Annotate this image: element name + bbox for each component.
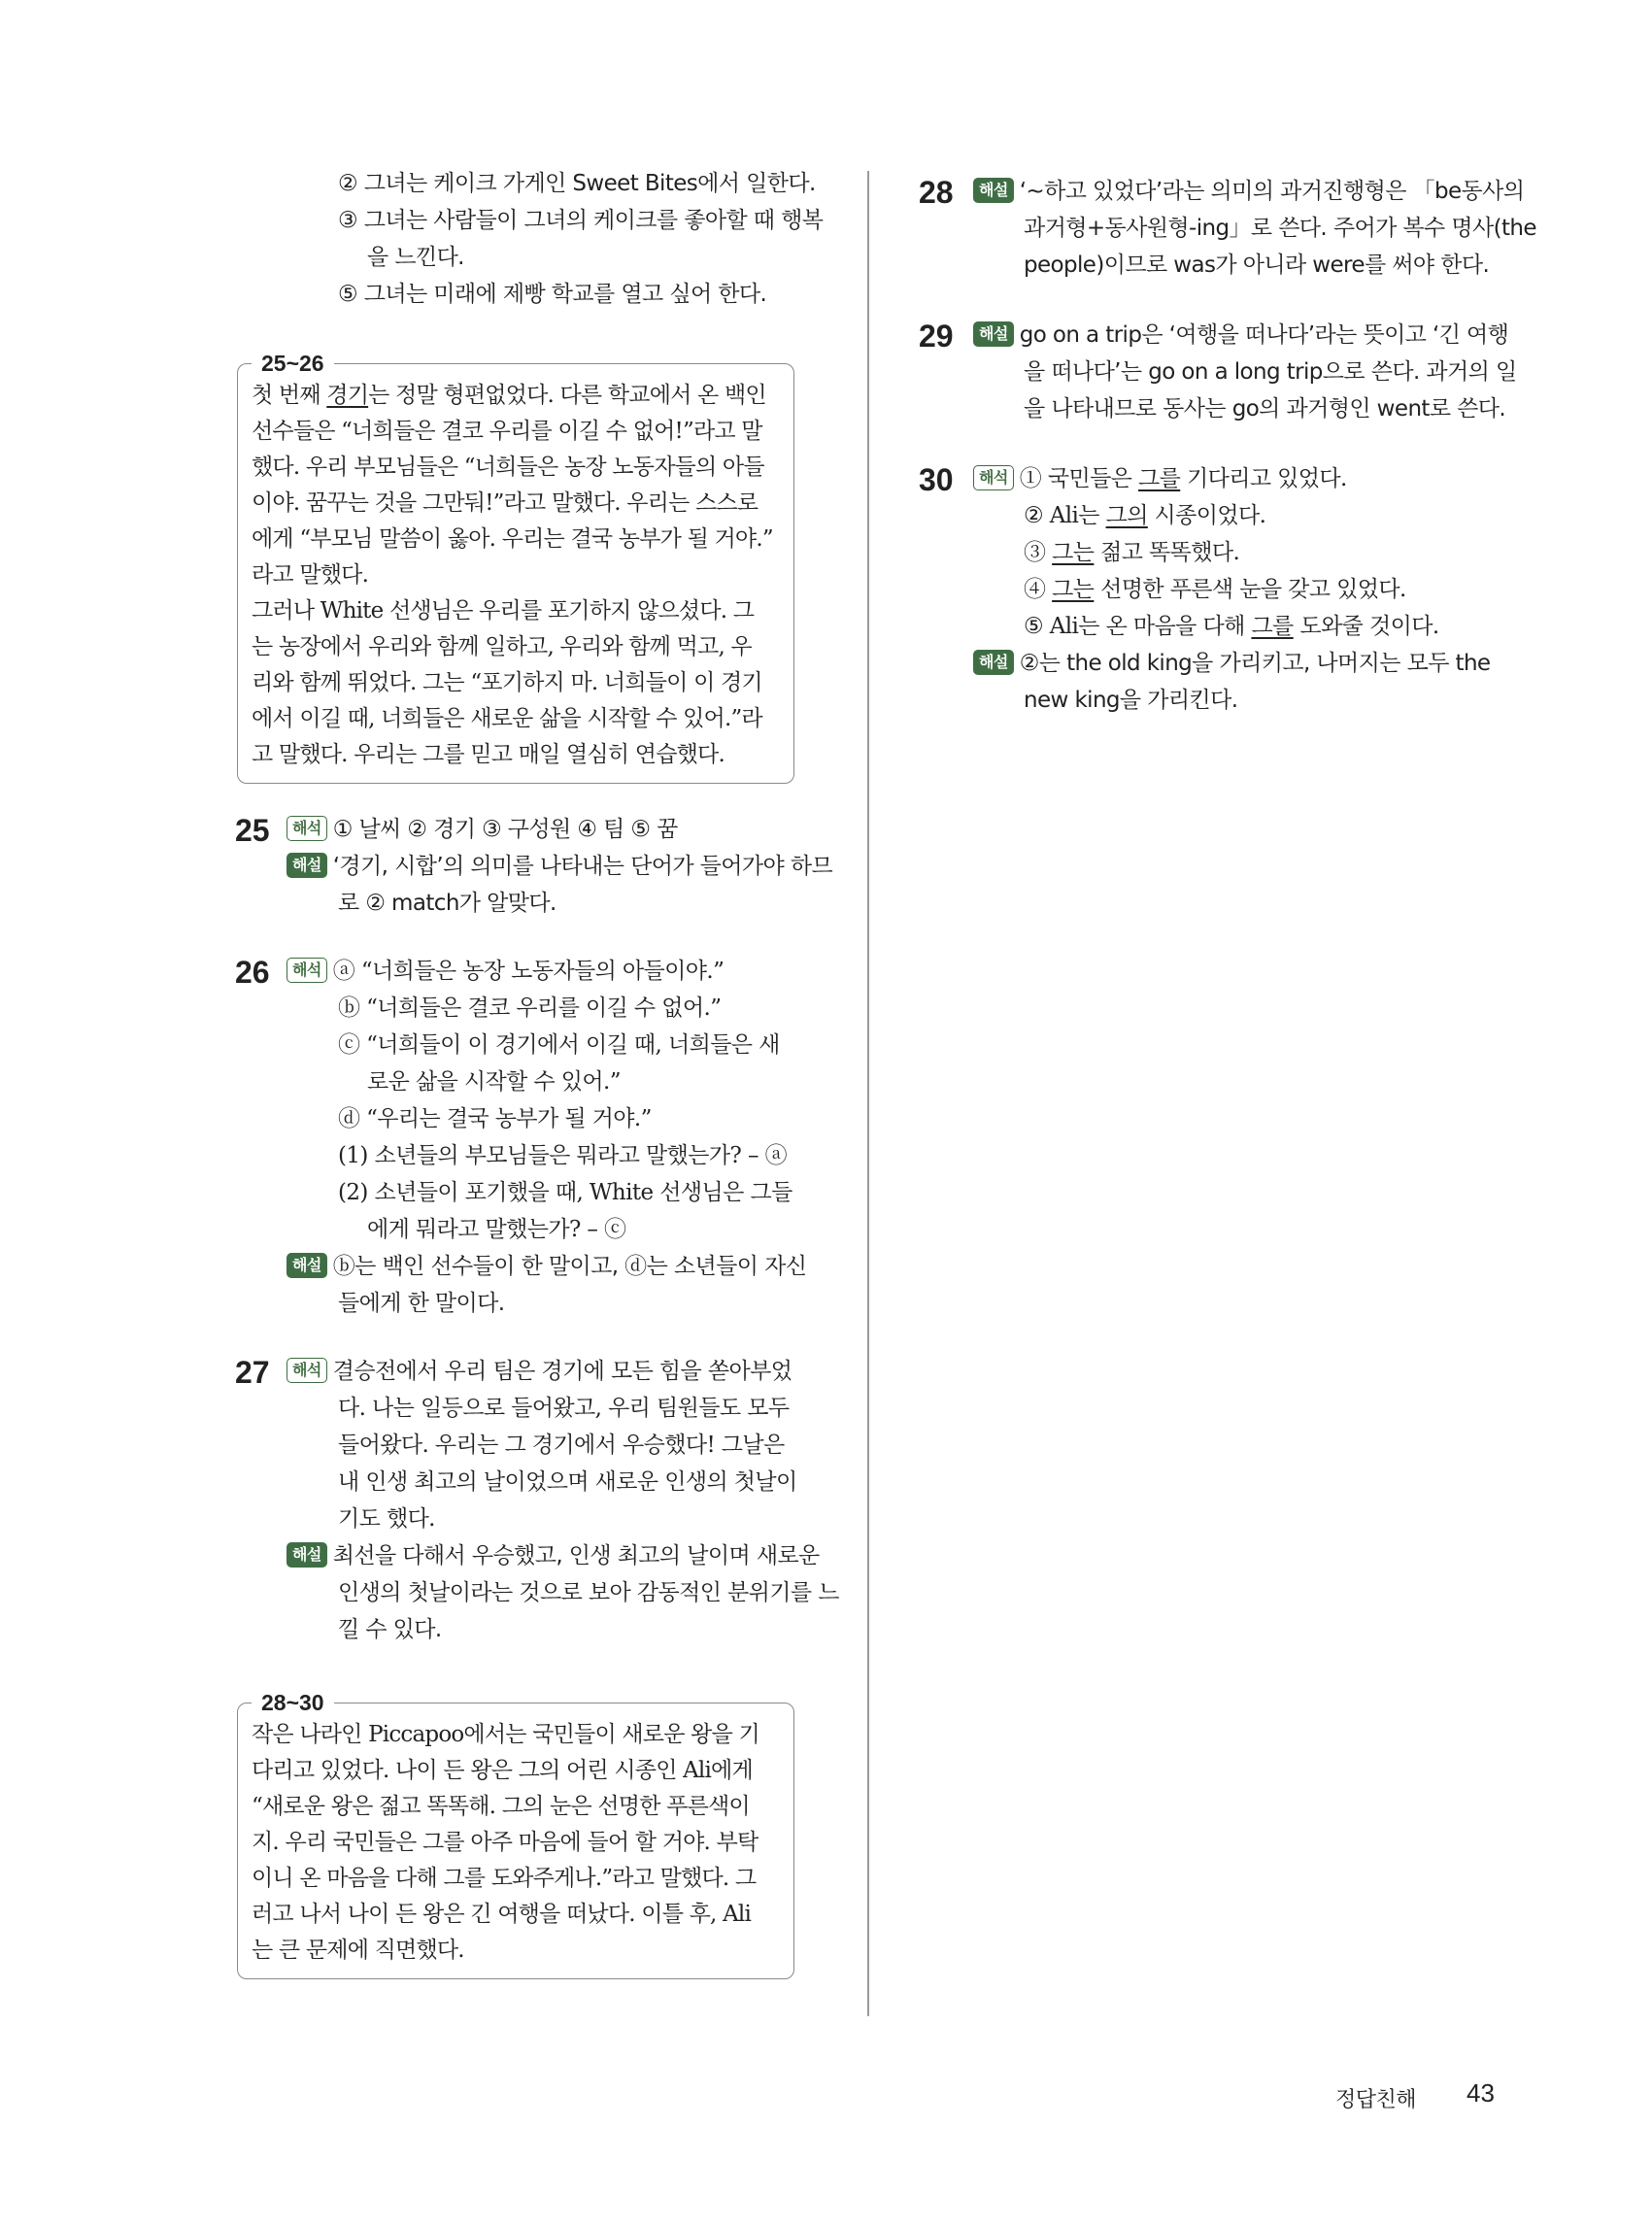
translation-badge: 해석: [287, 816, 327, 841]
text-line: [921, 645, 1503, 682]
underlined-word: 그는: [1052, 540, 1095, 565]
text-span: 최선을 다해서 우승했고, 인생 최고의 날이며 새로운: [332, 1543, 820, 1568]
question-number: 26: [235, 955, 270, 990]
text-line: [233, 953, 816, 990]
text-line: 과거형+동사원형-ing」로 쓴다. 주어가 복수 명사(the: [1024, 216, 1536, 241]
translation-badge: 해석: [973, 465, 1014, 490]
text-span: 첫 번째: [252, 383, 327, 408]
explanation-badge: 해설: [973, 178, 1014, 203]
underlined-word: 그를: [1138, 466, 1181, 491]
page-number: 43: [1467, 2078, 1495, 2108]
text-line: 에서 이길 때, 너희들은 새로운 삶을 시작할 수 있어.”라: [252, 706, 762, 731]
underlined-word: 그를: [1251, 614, 1294, 639]
question-number: 29: [919, 319, 954, 354]
text-span: ‘경기, 시합’의 의미를 나타내는 단어가 들어가야 하므: [332, 854, 833, 879]
text-line: [233, 1353, 816, 1390]
text-span: ② Ali는: [1024, 503, 1106, 528]
text-line: 그러나 White 선생님은 우리를 포기하지 않으셨다. 그: [252, 598, 755, 624]
text-span: 는 정말 형편없었다. 다른 학교에서 온 백인: [368, 383, 766, 408]
text-span: ⓑ는 백인 선수들이 한 말이고, ⓓ는 소년들이 자신: [332, 1254, 807, 1279]
question-30: [921, 460, 1503, 719]
text-line: 작은 나라인 Piccapoo에서는 국민들이 새로운 왕을 기: [252, 1722, 759, 1747]
column-divider: [867, 171, 869, 2016]
text-span: ②는 the old king을 가리키고, 나머지는 모두 the: [1019, 651, 1491, 676]
text-line: people)이므로 was가 아니라 were를 써야 한다.: [1024, 253, 1490, 278]
text-line: 을 나타내므로 동사는 go의 과거형인 went로 쓴다.: [1024, 396, 1506, 422]
text-span: go on a trip은 ‘여행을 떠나다’라는 뜻이고 ‘긴 여행: [1019, 322, 1509, 348]
text-line: 로운 삶을 시작할 수 있어.”: [367, 1069, 621, 1095]
text-line: 로 ② match가 알맞다.: [338, 891, 556, 916]
passage-tag: 25~26: [252, 351, 334, 376]
question-26: [233, 953, 816, 1322]
text-line: 했다. 우리 부모님들은 “너희들은 농장 노동자들의 아들: [252, 455, 764, 480]
text-line: ⓑ “너희들은 결코 우리를 이길 수 없어.”: [338, 995, 722, 1021]
explanation-badge: 해설: [973, 321, 1014, 347]
text-line: 인생의 첫날이라는 것으로 보아 감동적인 분위기를 느: [338, 1580, 839, 1605]
question-number: 30: [919, 462, 954, 497]
text-line: 지. 우리 국민들은 그를 아주 마음에 들어 할 거야. 부탁: [252, 1830, 759, 1855]
text-line: ⑤ 그녀는 미래에 제빵 학교를 열고 싶어 한다.: [338, 282, 767, 307]
text-line: [921, 608, 1503, 645]
question-28: [919, 173, 1536, 284]
text-line: [233, 811, 816, 848]
explanation-badge: 해설: [287, 853, 327, 878]
underlined-word: 그의: [1105, 503, 1148, 528]
text-line: “새로운 왕은 젊고 똑똑해. 그의 눈은 선명한 푸른색이: [252, 1794, 750, 1819]
text-line: [921, 173, 1525, 210]
question-27: [233, 1353, 839, 1648]
text-span: 젊고 똑똑했다.: [1094, 540, 1240, 565]
right-column: [919, 165, 1536, 719]
text-line: 리와 함께 뛰었다. 그는 “포기하지 마. 너희들이 이 경기: [252, 670, 762, 695]
text-span: 시종이었다.: [1147, 503, 1266, 528]
text-span: ⓐ “너희들은 농장 노동자들의 아들이야.”: [332, 959, 725, 984]
text-line: 러고 나서 나이 든 왕은 긴 여행을 떠났다. 이틀 후, Ali: [252, 1902, 751, 1927]
text-line: [921, 460, 1503, 497]
text-line: 들에게 한 말이다.: [338, 1291, 505, 1316]
text-span: 선명한 푸른색 눈을 갖고 있었다.: [1094, 577, 1406, 602]
question-number: 25: [235, 813, 270, 848]
text-line: ② 그녀는 케이크 가게인 Sweet Bites에서 일한다.: [338, 171, 816, 196]
text-line: 을 떠나다’는 go on a long trip으로 쓴다. 과거의 일: [1024, 359, 1517, 385]
text-line: (1) 소년들의 부모님들은 뭐라고 말했는가? – ⓐ: [338, 1143, 787, 1168]
text-line: [921, 497, 1503, 534]
text-line: 는 농장에서 우리와 함께 일하고, 우리와 함께 먹고, 우: [252, 634, 752, 659]
text-line: 고 말했다. 우리는 그를 믿고 매일 열심히 연습했다.: [252, 742, 725, 767]
text-line: [233, 1248, 816, 1285]
text-line: 들어왔다. 우리는 그 경기에서 우승했다! 그날은: [338, 1433, 785, 1458]
explanation-badge: 해설: [287, 1542, 327, 1568]
text-line: [233, 1537, 820, 1574]
explanation-badge: 해설: [973, 650, 1014, 675]
text-span: 도와줄 것이다.: [1293, 614, 1439, 639]
question-29: [919, 317, 1517, 427]
text-line: 낄 수 있다.: [338, 1617, 442, 1642]
text-span: ① 국민들은: [1019, 466, 1139, 491]
text-line: [921, 317, 1509, 354]
text-line: (2) 소년들이 포기했을 때, White 선생님은 그들: [338, 1180, 792, 1205]
text-line: 내 인생 최고의 날이었으며 새로운 인생의 첫날이: [338, 1469, 797, 1495]
text-line: 다리고 있었다. 나이 든 왕은 그의 어린 시종인 Ali에게: [252, 1758, 753, 1783]
text-line: ⓒ “너희들이 이 경기에서 이길 때, 너희들은 새: [338, 1032, 780, 1058]
text-line: 라고 말했다.: [252, 562, 369, 588]
question-25: [233, 811, 833, 922]
underlined-word: 경기: [326, 383, 369, 408]
text-line: 기도 했다.: [338, 1506, 435, 1532]
text-span: ⑤ Ali는 온 마음을 다해: [1024, 614, 1252, 639]
text-span: 결승전에서 우리 팀은 경기에 모든 힘을 쏟아부었: [332, 1359, 792, 1384]
text-span: ① 날씨 ② 경기 ③ 구성원 ④ 팀 ⑤ 꿈: [332, 817, 678, 842]
text-span: ③: [1024, 540, 1053, 565]
passage-tag: 28~30: [252, 1690, 334, 1715]
text-line: 을 느낀다.: [367, 245, 464, 270]
translation-badge: 해석: [287, 1358, 327, 1383]
text-line: new king을 가리킨다.: [1024, 688, 1238, 713]
text-line: 이니 온 마음을 다해 그를 도와주게나.”라고 말했다. 그: [252, 1866, 757, 1891]
text-line: 다. 나는 일등으로 들어왔고, 우리 팀원들도 모두: [338, 1396, 790, 1421]
text-line: [921, 534, 1503, 571]
underlined-word: 그는: [1052, 577, 1095, 602]
text-line: 이야. 꿈꾸는 것을 그만둬!”라고 말했다. 우리는 스스로: [252, 490, 759, 516]
text-span: 기다리고 있었다.: [1180, 466, 1347, 491]
text-line: [921, 571, 1503, 608]
text-line: 는 큰 문제에 직면했다.: [252, 1938, 464, 1963]
question-number: 27: [235, 1355, 270, 1390]
text-line: 선수들은 “너희들은 결코 우리를 이길 수 없어!”라고 말: [252, 419, 762, 444]
text-line: 에게 “부모님 말씀이 옳아. 우리는 결국 농부가 될 거야.”: [252, 526, 773, 552]
text-line: 에게 뭐라고 말했는가? – ⓒ: [367, 1217, 626, 1242]
left-column: [233, 165, 839, 1979]
passage-box-25-26: [237, 351, 794, 784]
text-line: [233, 848, 833, 885]
text-line: ⓓ “우리는 결국 농부가 될 거야.”: [338, 1106, 652, 1131]
text-span: ‘~하고 있었다’라는 의미의 과거진행형은 「be동사의: [1019, 179, 1525, 204]
text-span: ④: [1024, 577, 1053, 602]
text-line: [252, 378, 782, 414]
prev-answer-continuation: [233, 165, 824, 313]
explanation-badge: 해설: [287, 1253, 327, 1278]
passage-box-28-30: [237, 1690, 794, 1979]
translation-badge: 해석: [287, 958, 327, 983]
question-number: 28: [919, 175, 954, 210]
footer-label: 정답친해: [1335, 2088, 1417, 2112]
text-line: ③ 그녀는 사람들이 그녀의 케이크를 좋아할 때 행복: [338, 208, 824, 233]
